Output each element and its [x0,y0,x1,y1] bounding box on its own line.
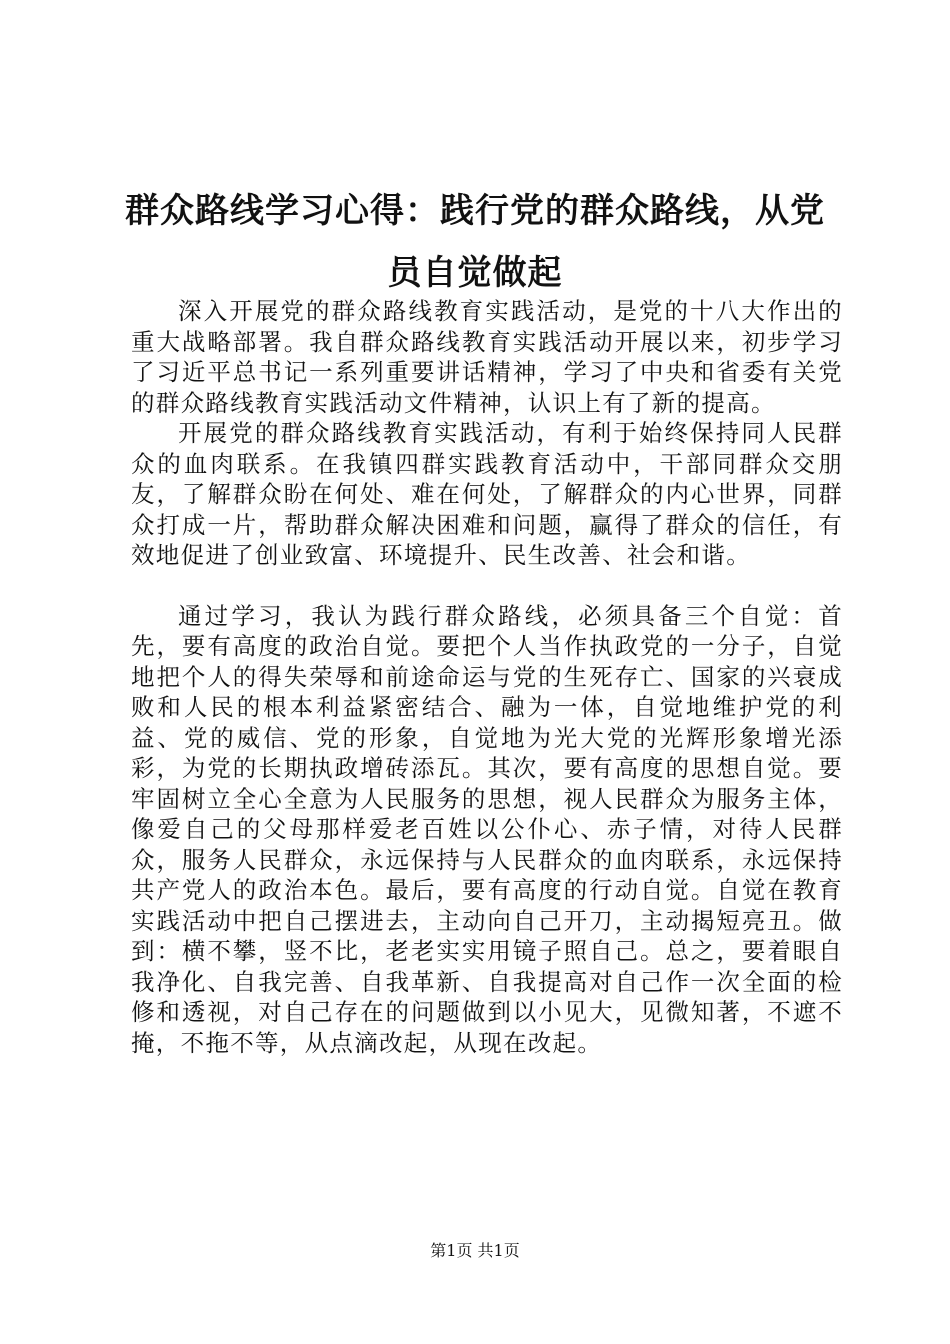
paragraph: 开展党的群众路线教育实践活动，有利于始终保持同人民群众的血肉联系。在我镇四群实践教育活动中，干部同群众交朋友，了解群众盼在何处、难在何处，了解群众的内心世界，同群众打成一片，帮助群众解决困难和问题，赢得了群众的信任，有效地促进了创业致富、环境提升、民生改善、社会和谐。 [131,419,843,569]
document-title: 群众路线学习心得：践行党的群众路线，从党员自觉做起 [125,191,825,293]
page-number-footer: 第1页 共1页 [430,1241,520,1260]
paragraph: 通过学习，我认为践行群众路线，必须具备三个自觉：首先，要有高度的政治自觉。要把个人当作执政党的一分子，自觉地把个人的得失荣辱和前途命运与党的生死存亡、国家的兴衰成败和人民的根本利益紧密结合、融为一体，自觉地维护党的利益、党的威信、党的形象，自觉地为光大党的光辉形象增光添彩，为党的长期执政增砖添瓦。其次，要有高度的思想自觉。要牢固树立全心全意为人民服务的思想，视人民群众为服务主体，像爱自己的父母那样爱老百姓以公仆心、赤子情，对待人民群众，服务人民群众，永远保持与人民群众的血肉联系，永远保持共产党人的政治本色。最后，要有高度的行动自觉。自觉在教育实践活动中把自己摆进去，主动向自己开刀，主动揭短亮丑。做到：横不攀，竖不比，老老实实用镜子照自己。总之，要着眼自我净化、自我完善、自我革新、自我提高对自己作一次全面的检修和透视，对自己存在的问题做到以小见大，见微知著，不遮不掩，不拖不等，从点滴改起，从现在改起。 [131,601,843,1057]
paragraph: 深入开展党的群众路线教育实践活动，是党的十八大作出的重大战略部署。我自群众路线教育实践活动开展以来，初步学习了习近平总书记一系列重要讲话精神，学习了中央和省委有关党的群众路线教育实践活动文件精神，认识上有了新的提高。 [131,297,843,417]
document-body [131,296,843,1058]
